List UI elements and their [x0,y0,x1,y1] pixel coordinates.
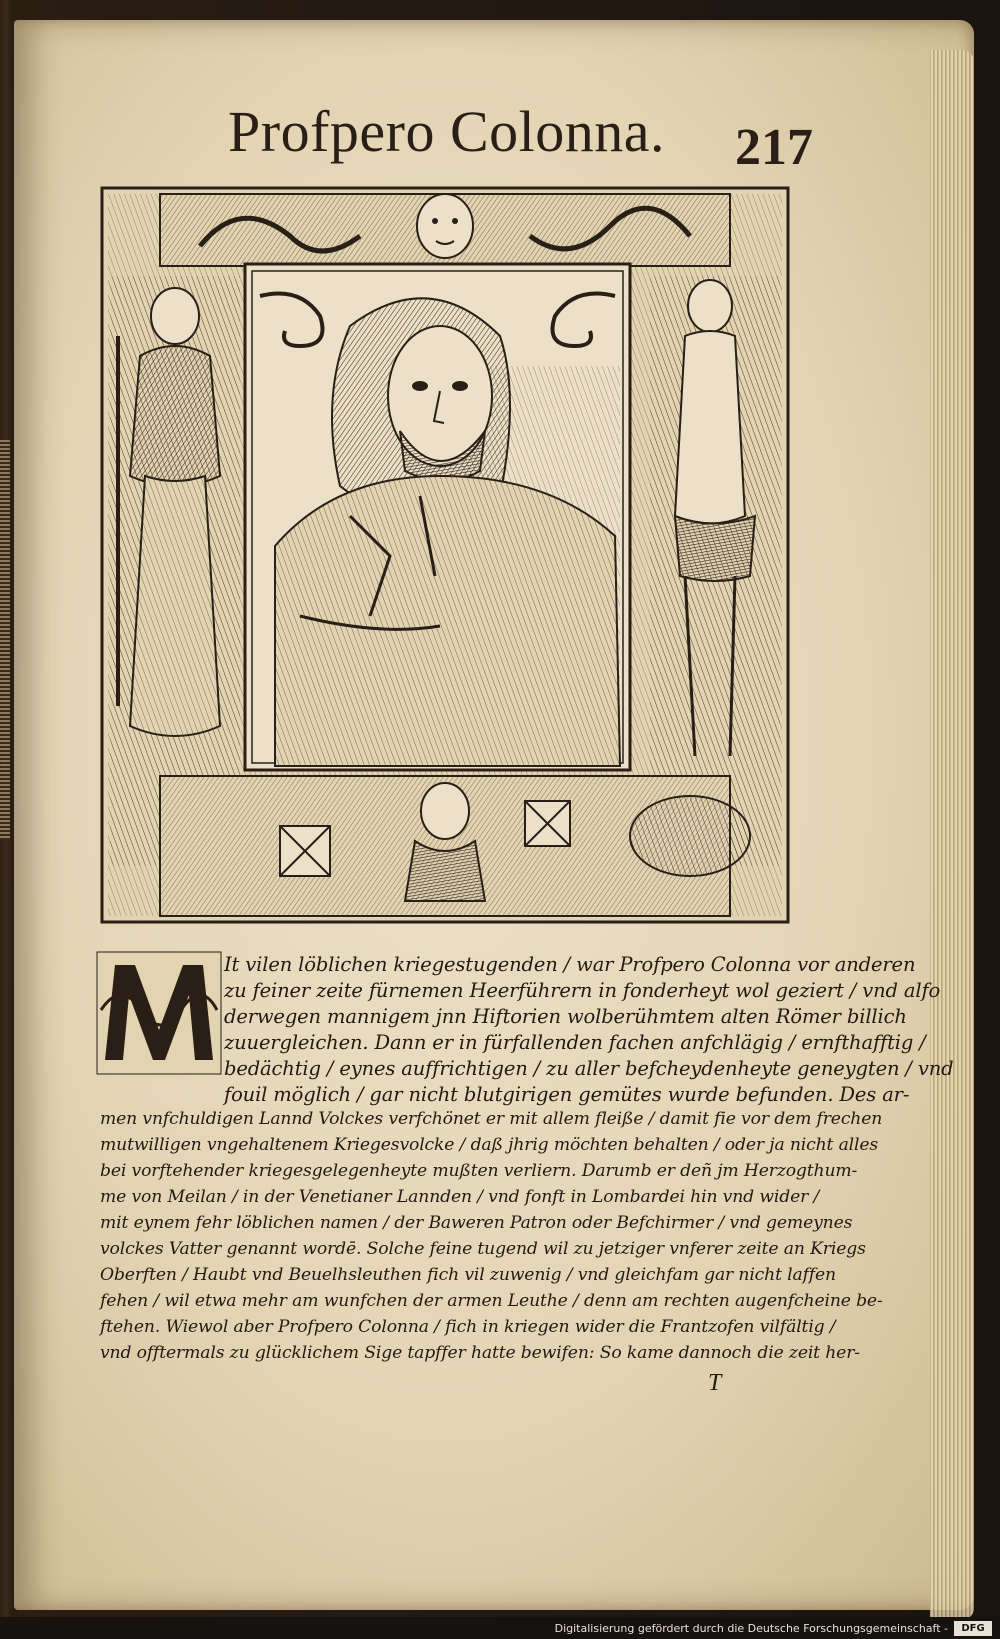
binding-edge [0,440,10,840]
text-line: mutwilligen vngehaltenem Kriegesvolcke / daß jhrig möchten behalten / oder ja nicht alles [100,1135,879,1155]
text-line: ftehen. Wiewol aber Profpero Colonna / fich in kriegen wider die Frantzofen vilfältig / [100,1317,836,1337]
dfg-logo: DFG [954,1621,992,1636]
footer-credit: Digitalisierung gefördert durch die Deutsche Forschungsgemeinschaft - [554,1622,948,1635]
text-line: zu feiner zeite fürnemen Heerführern in fonderheyt wol geziert / vnd alfo [224,979,941,1002]
text-line: bedächtig / eynes auffrichtigen / zu aller befcheydenheyte geneygten / vnd [224,1057,954,1080]
page-title: Profpero Colonna. [228,99,665,164]
text-line: vnd offtermals zu glücklichem Sige tapffer hatte bewifen: So kame dannoch die zeit her- [100,1343,860,1363]
portrait-woodcut [100,186,790,924]
text-line: volckes Vatter genannt wordē. Solche feine tugend wil zu jetziger vnferer zeite an Kriegs [100,1239,866,1259]
text-line: Oberften / Haubt vnd Beuelhsleuthen fich vil zuwenig / vnd gleichfam gar nicht laffen [100,1265,836,1285]
text-line: derwegen mannigem jnn Hiftorien wolberühmtem alten Römer billich [224,1005,907,1028]
drop-cap-ornament [95,950,223,1076]
text-line: mit eynem fehr löblichen namen / der Baweren Patron oder Befchirmer / vnd gemeynes [100,1213,853,1233]
text-line: It vilen löblichen kriegestugenden / war Profpero Colonna vor anderen [224,953,916,976]
text-line: me von Meilan / in der Venetianer Lannden / vnd fonft in Lombardei hin vnd wider / [100,1187,820,1207]
catchword: T [708,1370,722,1396]
page-edges [930,50,974,1620]
text-line: men vnfchuldigen Lannd Volckes verfchönet er mit allem fleiße / damit fie vor dem frechen [100,1109,883,1129]
text-line: fehen / wil etwa mehr am wunfchen der armen Leuthe / denn am rechten augenfcheine be- [100,1291,883,1311]
page-number: 217 [735,119,813,176]
text-line: bei vorftehender kriegesgelegenheyte mußten verliern. Darumb er deñ jm Herzogthum- [100,1161,858,1181]
text-line: fouil möglich / gar nicht blutgirigen gemütes wurde befunden. Des ar- [224,1083,910,1106]
text-line: zuuergleichen. Dann er in fürfallenden fachen anfchlägig / ernfthafftig / [224,1031,926,1054]
footer-bar [0,1617,1000,1639]
